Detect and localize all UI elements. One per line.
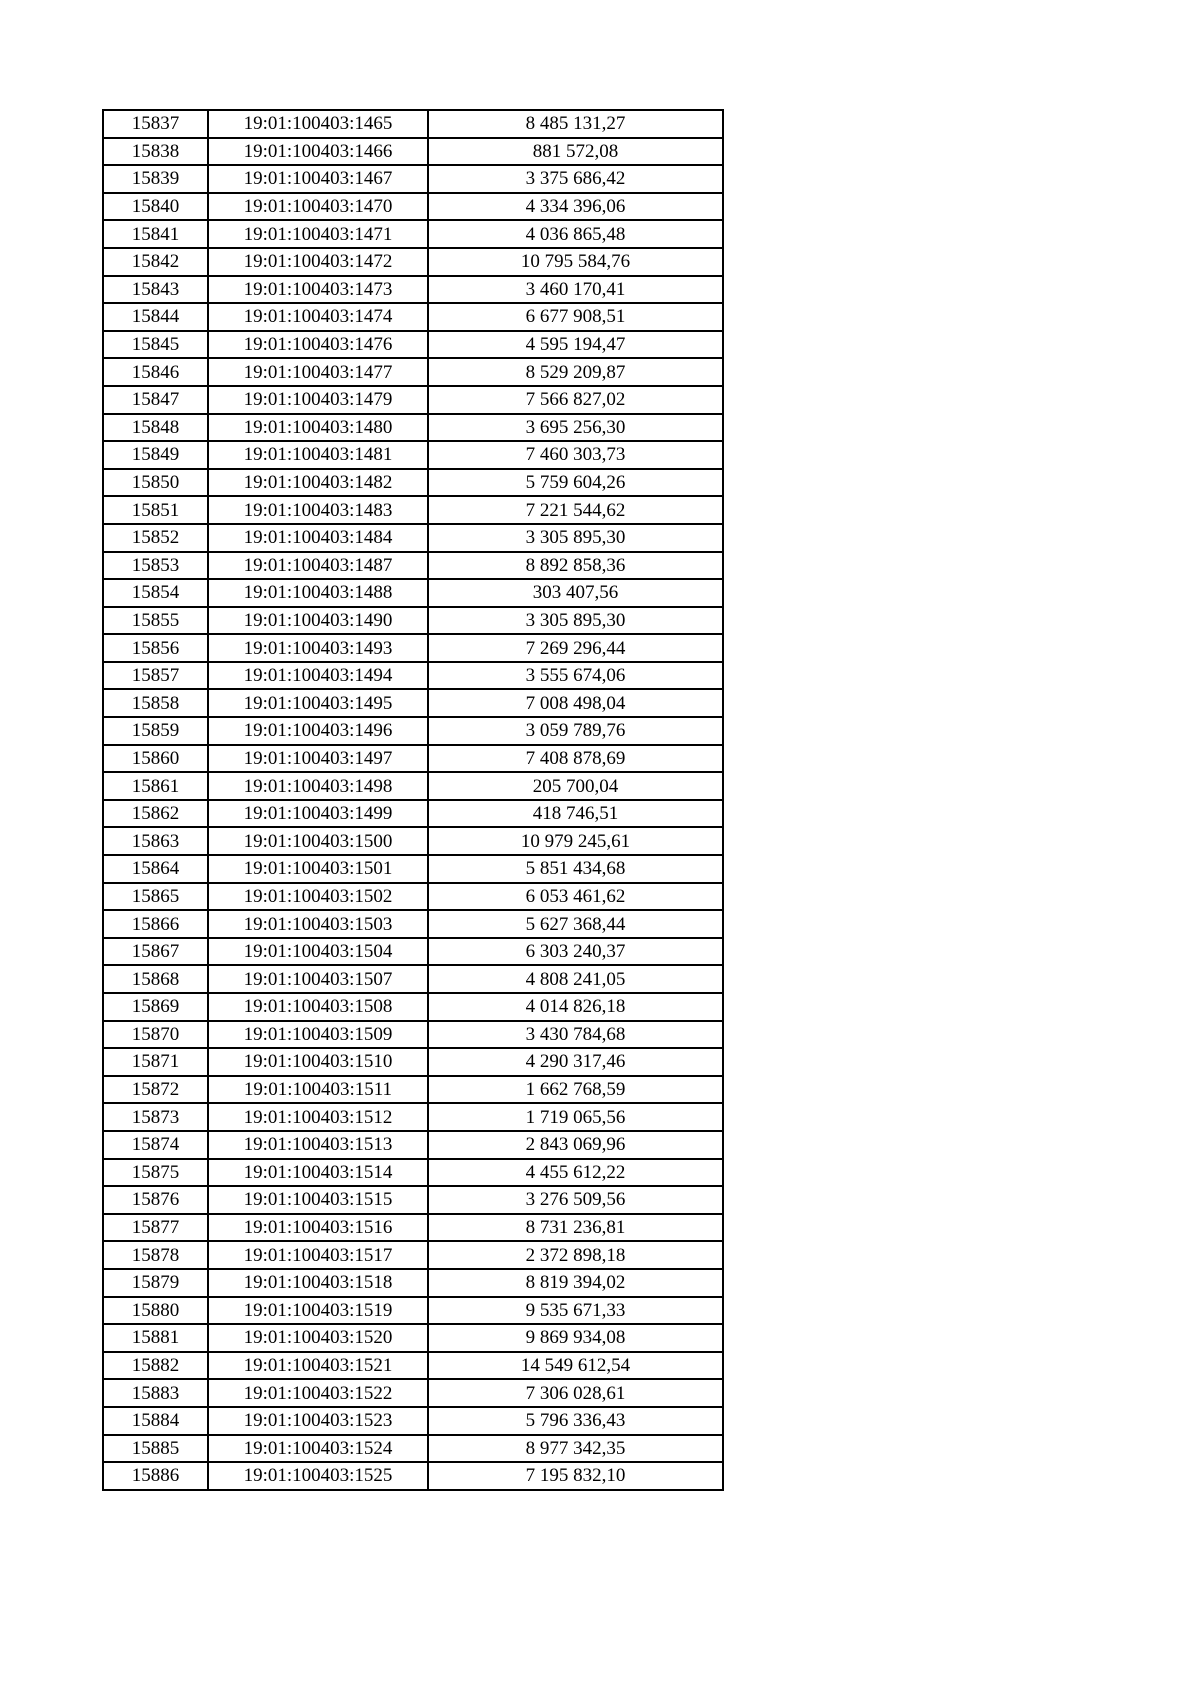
table-row — [103, 1407, 723, 1435]
table-row — [103, 855, 723, 883]
table-row — [103, 1048, 723, 1076]
row-number-cell: 15839 — [103, 165, 208, 193]
cadastral-number-cell: 19:01:100403:1498 — [208, 772, 428, 800]
row-number-cell: 15844 — [103, 303, 208, 331]
cadastral-number-cell: 19:01:100403:1487 — [208, 552, 428, 580]
table-row — [103, 303, 723, 331]
table-row — [103, 496, 723, 524]
table-row — [103, 414, 723, 442]
row-number-cell: 15866 — [103, 910, 208, 938]
cadastral-value-cell: 8 529 209,87 — [428, 358, 723, 386]
row-number-cell: 15843 — [103, 276, 208, 304]
row-number-cell: 15870 — [103, 1021, 208, 1049]
row-number-cell: 15860 — [103, 745, 208, 773]
cadastral-value-cell: 6 677 908,51 — [428, 303, 723, 331]
table-row — [103, 800, 723, 828]
cadastral-number-cell: 19:01:100403:1510 — [208, 1048, 428, 1076]
cadastral-value-cell: 8 977 342,35 — [428, 1435, 723, 1463]
row-number-cell: 15875 — [103, 1159, 208, 1187]
cadastral-value-cell: 4 036 865,48 — [428, 220, 723, 248]
table-row — [103, 1352, 723, 1380]
cadastral-number-cell: 19:01:100403:1511 — [208, 1076, 428, 1104]
cadastral-number-cell: 19:01:100403:1483 — [208, 496, 428, 524]
table-row — [103, 276, 723, 304]
row-number-cell: 15850 — [103, 469, 208, 497]
row-number-cell: 15876 — [103, 1186, 208, 1214]
cadastral-value-cell: 3 059 789,76 — [428, 717, 723, 745]
cadastral-number-cell: 19:01:100403:1482 — [208, 469, 428, 497]
table-row — [103, 827, 723, 855]
cadastral-value-cell: 7 195 832,10 — [428, 1462, 723, 1490]
row-number-cell: 15865 — [103, 883, 208, 911]
cadastral-number-cell: 19:01:100403:1504 — [208, 938, 428, 966]
row-number-cell: 15861 — [103, 772, 208, 800]
cadastral-number-cell: 19:01:100403:1467 — [208, 165, 428, 193]
cadastral-number-cell: 19:01:100403:1472 — [208, 248, 428, 276]
cadastral-value-cell: 3 375 686,42 — [428, 165, 723, 193]
row-number-cell: 15881 — [103, 1324, 208, 1352]
cadastral-number-cell: 19:01:100403:1499 — [208, 800, 428, 828]
cadastral-value-cell: 4 334 396,06 — [428, 193, 723, 221]
cadastral-value-cell: 7 408 878,69 — [428, 745, 723, 773]
cadastral-value-cell: 3 430 784,68 — [428, 1021, 723, 1049]
cadastral-number-cell: 19:01:100403:1524 — [208, 1435, 428, 1463]
cadastral-number-cell: 19:01:100403:1514 — [208, 1159, 428, 1187]
table-row — [103, 1214, 723, 1242]
cadastral-number-cell: 19:01:100403:1480 — [208, 414, 428, 442]
row-number-cell: 15878 — [103, 1241, 208, 1269]
row-number-cell: 15852 — [103, 524, 208, 552]
row-number-cell: 15853 — [103, 552, 208, 580]
row-number-cell: 15873 — [103, 1103, 208, 1131]
row-number-cell: 15847 — [103, 386, 208, 414]
row-number-cell: 15874 — [103, 1131, 208, 1159]
cadastral-number-cell: 19:01:100403:1503 — [208, 910, 428, 938]
table-row — [103, 662, 723, 690]
cadastral-number-cell: 19:01:100403:1518 — [208, 1269, 428, 1297]
cadastral-value-cell: 3 695 256,30 — [428, 414, 723, 442]
cadastral-value-cell: 5 759 604,26 — [428, 469, 723, 497]
table-row — [103, 138, 723, 166]
table-row — [103, 634, 723, 662]
cadastral-number-cell: 19:01:100403:1519 — [208, 1297, 428, 1325]
row-number-cell: 15882 — [103, 1352, 208, 1380]
cadastral-number-cell: 19:01:100403:1507 — [208, 965, 428, 993]
cadastral-value-table — [102, 109, 724, 1491]
row-number-cell: 15868 — [103, 965, 208, 993]
table-row — [103, 524, 723, 552]
cadastral-value-cell: 7 306 028,61 — [428, 1379, 723, 1407]
cadastral-value-cell: 2 843 069,96 — [428, 1131, 723, 1159]
row-number-cell: 15880 — [103, 1297, 208, 1325]
cadastral-number-cell: 19:01:100403:1520 — [208, 1324, 428, 1352]
row-number-cell: 15863 — [103, 827, 208, 855]
cadastral-number-cell: 19:01:100403:1509 — [208, 1021, 428, 1049]
cadastral-value-cell: 4 808 241,05 — [428, 965, 723, 993]
row-number-cell: 15846 — [103, 358, 208, 386]
row-number-cell: 15877 — [103, 1214, 208, 1242]
row-number-cell: 15851 — [103, 496, 208, 524]
table-row — [103, 1103, 723, 1131]
row-number-cell: 15841 — [103, 220, 208, 248]
row-number-cell: 15845 — [103, 331, 208, 359]
cadastral-value-cell: 3 555 674,06 — [428, 662, 723, 690]
table-row — [103, 1435, 723, 1463]
row-number-cell: 15872 — [103, 1076, 208, 1104]
cadastral-value-cell: 6 053 461,62 — [428, 883, 723, 911]
cadastral-value-cell: 3 305 895,30 — [428, 524, 723, 552]
table-row — [103, 717, 723, 745]
table-row — [103, 386, 723, 414]
table-row — [103, 883, 723, 911]
cadastral-value-cell: 4 595 194,47 — [428, 331, 723, 359]
cadastral-value-cell: 3 460 170,41 — [428, 276, 723, 304]
cadastral-number-cell: 19:01:100403:1508 — [208, 993, 428, 1021]
table-row — [103, 1131, 723, 1159]
cadastral-value-cell: 5 851 434,68 — [428, 855, 723, 883]
table-row — [103, 1297, 723, 1325]
cadastral-number-cell: 19:01:100403:1484 — [208, 524, 428, 552]
row-number-cell: 15858 — [103, 689, 208, 717]
row-number-cell: 15869 — [103, 993, 208, 1021]
table-row — [103, 358, 723, 386]
row-number-cell: 15842 — [103, 248, 208, 276]
table-row — [103, 110, 723, 138]
cadastral-number-cell: 19:01:100403:1512 — [208, 1103, 428, 1131]
table-row — [103, 689, 723, 717]
cadastral-number-cell: 19:01:100403:1474 — [208, 303, 428, 331]
table-row — [103, 1076, 723, 1104]
cadastral-number-cell: 19:01:100403:1500 — [208, 827, 428, 855]
table-row — [103, 1021, 723, 1049]
row-number-cell: 15838 — [103, 138, 208, 166]
row-number-cell: 15884 — [103, 1407, 208, 1435]
table-row — [103, 607, 723, 635]
row-number-cell: 15885 — [103, 1435, 208, 1463]
cadastral-number-cell: 19:01:100403:1479 — [208, 386, 428, 414]
cadastral-value-cell: 7 460 303,73 — [428, 441, 723, 469]
row-number-cell: 15837 — [103, 110, 208, 138]
cadastral-number-cell: 19:01:100403:1523 — [208, 1407, 428, 1435]
cadastral-number-cell: 19:01:100403:1502 — [208, 883, 428, 911]
cadastral-number-cell: 19:01:100403:1477 — [208, 358, 428, 386]
table-row — [103, 441, 723, 469]
row-number-cell: 15854 — [103, 579, 208, 607]
cadastral-number-cell: 19:01:100403:1471 — [208, 220, 428, 248]
table-row — [103, 1241, 723, 1269]
cadastral-number-cell: 19:01:100403:1476 — [208, 331, 428, 359]
cadastral-value-cell: 6 303 240,37 — [428, 938, 723, 966]
cadastral-number-cell: 19:01:100403:1521 — [208, 1352, 428, 1380]
row-number-cell: 15879 — [103, 1269, 208, 1297]
table-row — [103, 745, 723, 773]
row-number-cell: 15859 — [103, 717, 208, 745]
row-number-cell: 15856 — [103, 634, 208, 662]
table-body — [103, 110, 723, 1490]
cadastral-number-cell: 19:01:100403:1481 — [208, 441, 428, 469]
cadastral-number-cell: 19:01:100403:1465 — [208, 110, 428, 138]
cadastral-number-cell: 19:01:100403:1515 — [208, 1186, 428, 1214]
cadastral-value-cell: 5 627 368,44 — [428, 910, 723, 938]
cadastral-value-cell: 1 662 768,59 — [428, 1076, 723, 1104]
cadastral-number-cell: 19:01:100403:1501 — [208, 855, 428, 883]
cadastral-number-cell: 19:01:100403:1466 — [208, 138, 428, 166]
table-row — [103, 552, 723, 580]
row-number-cell: 15886 — [103, 1462, 208, 1490]
table-row — [103, 772, 723, 800]
cadastral-number-cell: 19:01:100403:1490 — [208, 607, 428, 635]
table-row — [103, 1269, 723, 1297]
cadastral-value-cell: 8 485 131,27 — [428, 110, 723, 138]
cadastral-number-cell: 19:01:100403:1513 — [208, 1131, 428, 1159]
cadastral-value-cell: 1 719 065,56 — [428, 1103, 723, 1131]
cadastral-number-cell: 19:01:100403:1488 — [208, 579, 428, 607]
row-number-cell: 15855 — [103, 607, 208, 635]
table-row — [103, 165, 723, 193]
table-row — [103, 579, 723, 607]
row-number-cell: 15857 — [103, 662, 208, 690]
cadastral-value-cell: 5 796 336,43 — [428, 1407, 723, 1435]
cadastral-number-cell: 19:01:100403:1517 — [208, 1241, 428, 1269]
cadastral-number-cell: 19:01:100403:1495 — [208, 689, 428, 717]
row-number-cell: 15848 — [103, 414, 208, 442]
cadastral-value-cell: 4 290 317,46 — [428, 1048, 723, 1076]
cadastral-value-cell: 205 700,04 — [428, 772, 723, 800]
table-row — [103, 938, 723, 966]
table-row — [103, 220, 723, 248]
cadastral-value-cell: 2 372 898,18 — [428, 1241, 723, 1269]
cadastral-value-cell: 9 869 934,08 — [428, 1324, 723, 1352]
cadastral-value-cell: 14 549 612,54 — [428, 1352, 723, 1380]
cadastral-value-cell: 4 014 826,18 — [428, 993, 723, 1021]
row-number-cell: 15840 — [103, 193, 208, 221]
cadastral-number-cell: 19:01:100403:1494 — [208, 662, 428, 690]
row-number-cell: 15849 — [103, 441, 208, 469]
table-row — [103, 1324, 723, 1352]
table-row — [103, 910, 723, 938]
cadastral-number-cell: 19:01:100403:1470 — [208, 193, 428, 221]
table-row — [103, 331, 723, 359]
cadastral-number-cell: 19:01:100403:1496 — [208, 717, 428, 745]
cadastral-number-cell: 19:01:100403:1497 — [208, 745, 428, 773]
cadastral-value-cell: 9 535 671,33 — [428, 1297, 723, 1325]
table-row — [103, 1159, 723, 1187]
cadastral-number-cell: 19:01:100403:1522 — [208, 1379, 428, 1407]
table-row — [103, 193, 723, 221]
cadastral-number-cell: 19:01:100403:1493 — [208, 634, 428, 662]
table-row — [103, 965, 723, 993]
table-row — [103, 1379, 723, 1407]
cadastral-value-cell: 7 221 544,62 — [428, 496, 723, 524]
cadastral-value-cell: 303 407,56 — [428, 579, 723, 607]
cadastral-value-cell: 10 795 584,76 — [428, 248, 723, 276]
cadastral-value-cell: 7 008 498,04 — [428, 689, 723, 717]
row-number-cell: 15864 — [103, 855, 208, 883]
row-number-cell: 15883 — [103, 1379, 208, 1407]
cadastral-value-cell: 8 892 858,36 — [428, 552, 723, 580]
table-row — [103, 469, 723, 497]
row-number-cell: 15867 — [103, 938, 208, 966]
cadastral-value-cell: 3 305 895,30 — [428, 607, 723, 635]
cadastral-value-cell: 418 746,51 — [428, 800, 723, 828]
row-number-cell: 15862 — [103, 800, 208, 828]
cadastral-value-cell: 10 979 245,61 — [428, 827, 723, 855]
cadastral-number-cell: 19:01:100403:1516 — [208, 1214, 428, 1242]
cadastral-value-cell: 8 819 394,02 — [428, 1269, 723, 1297]
cadastral-value-cell: 3 276 509,56 — [428, 1186, 723, 1214]
table-row — [103, 1462, 723, 1490]
table-row — [103, 1186, 723, 1214]
cadastral-value-cell: 7 566 827,02 — [428, 386, 723, 414]
cadastral-value-cell: 7 269 296,44 — [428, 634, 723, 662]
cadastral-value-cell: 881 572,08 — [428, 138, 723, 166]
cadastral-number-cell: 19:01:100403:1473 — [208, 276, 428, 304]
table-row — [103, 248, 723, 276]
cadastral-number-cell: 19:01:100403:1525 — [208, 1462, 428, 1490]
table-row — [103, 993, 723, 1021]
cadastral-value-cell: 8 731 236,81 — [428, 1214, 723, 1242]
cadastral-value-cell: 4 455 612,22 — [428, 1159, 723, 1187]
row-number-cell: 15871 — [103, 1048, 208, 1076]
